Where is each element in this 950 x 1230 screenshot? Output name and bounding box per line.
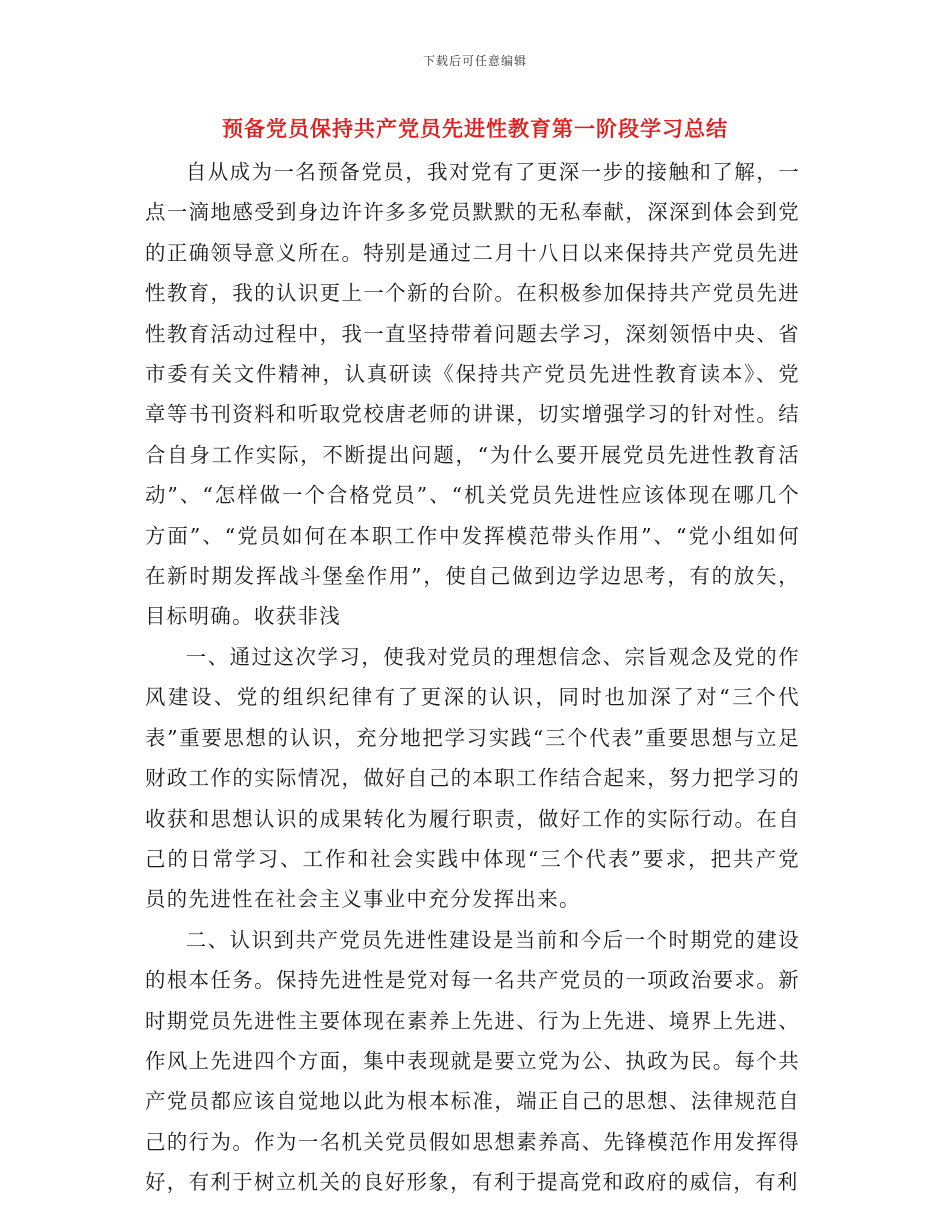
paragraph-point-one: 一、通过这次学习，使我对党员的理想信念、宗旨观念及党的作风建设、党的组织纪律有了更深的认识，同时也加深了对“三个代表”重要思想的认识，充分地把学习实践“三个代表”重要思想与立足财政工作的实际情况，做好自己的本职工作结合起来，努力把学习的收获和思想认识的成果转化为履行职责，做好工作的实际行动。在自己的日常学习、工作和社会实践中体现“三个代表”要求，把共产党员的先进性在社会主义事业中充分发挥出来。 [145, 644, 800, 912]
paragraph-intro: 自从成为一名预备党员，我对党有了更深一步的接触和了解，一点一滴地感受到身边许许多多党员默默的无私奉献，深深到体会到党的正确领导意义所在。特别是通过二月十八日以来保持共产党员先进性教育，我的认识更上一个新的台阶。在积极参加保持共产党员先进性教育活动过程中，我一直坚持带着问题去学习，深刻领悟中央、省市委有关文件精神，认真研读《保持共产党员先进性教育读本》、党章等书刊资料和听取党校唐老师的讲课，切实增强学习的针对性。结合自身工作实际，不断提出问题，“为什么要开展党员先进性教育活动”、“怎样做一个合格党员”、“机关党员先进性应该体现在哪几个方面”、“党员如何在本职工作中发挥模范带头作用”、“党小组如何在新时期发挥战斗堡垒作用”，使自己做到边学边思考，有的放矢，目标明确。收获非浅 [145, 160, 800, 629]
paragraph-point-two: 二、认识到共产党员先进性建设是当前和今后一个时期党的建设的根本任务。保持先进性是党对每一名共产党员的一项政治要求。新时期党员先进性主要体现在素养上先进、行为上先进、境界上先进、作风上先进四个方面，集中表现就是要立党为公、执政为民。每个共产党员都应该自觉地以此为根本标准，端正自己的思想、法律规范自己的行为。作为一名机关党员假如思想素养高、先锋模范作用发挥得好，有利于树立机关的良好形象，有利于提高党和政府的威信，有利 [145, 927, 800, 1195]
document-body [145, 152, 800, 1203]
page-header-note: 下载后可任意编辑 [422, 54, 527, 68]
document-title: 预备党员保持共产党员先进性教育第一阶段学习总结 [222, 116, 728, 141]
